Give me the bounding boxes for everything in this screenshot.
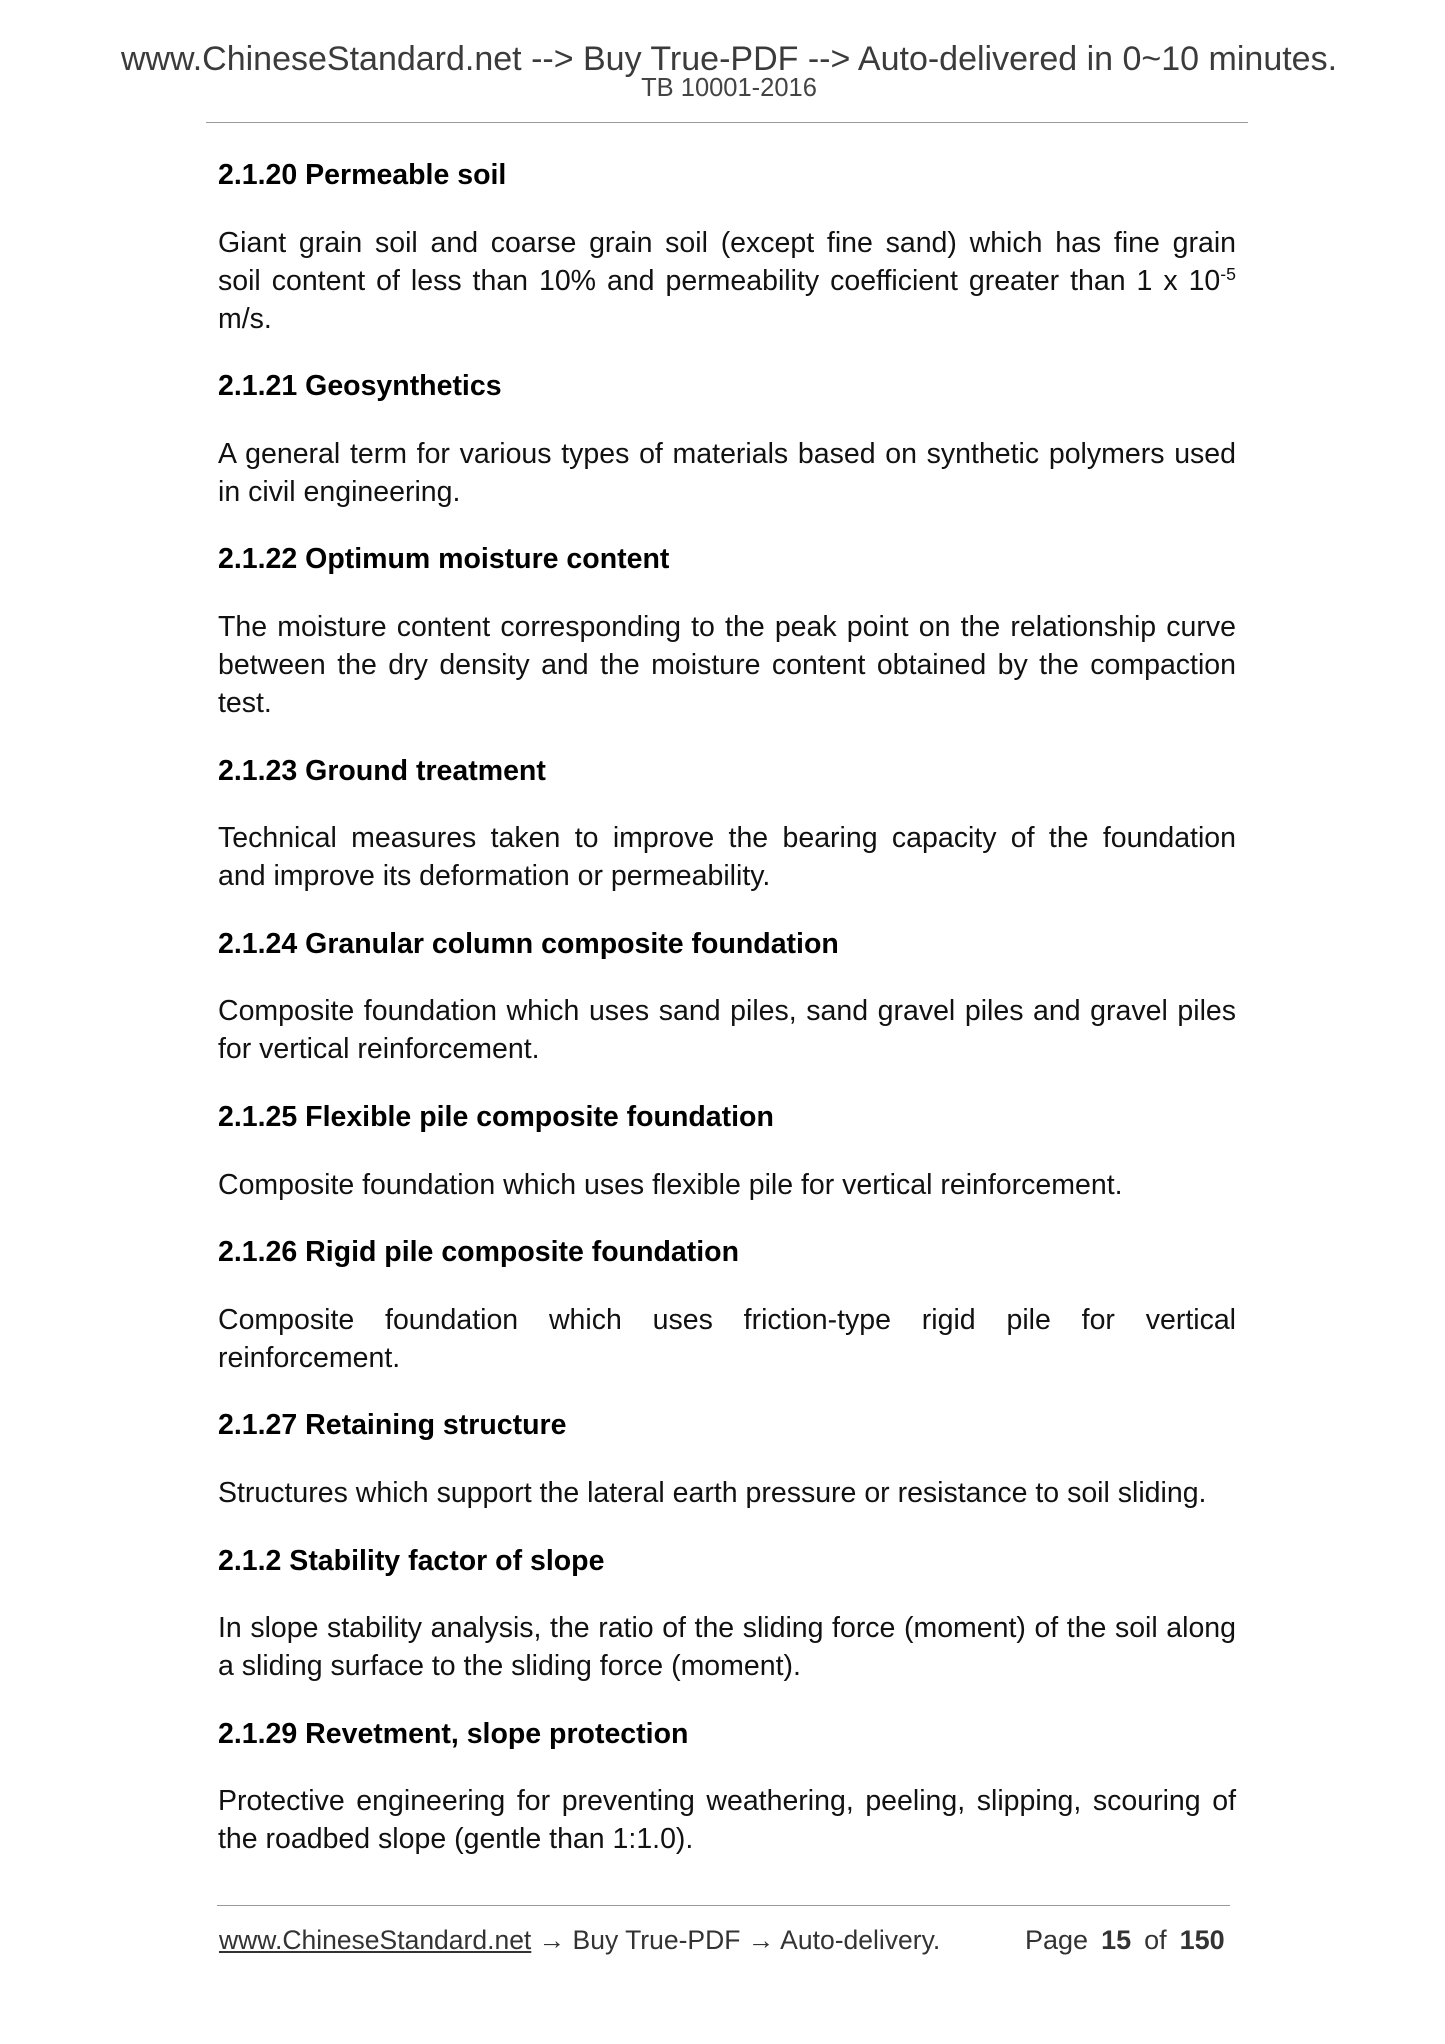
paragraph-line: In slope stability analysis, the ratio of the sliding force (moment) of the soil along [218,1612,1236,1645]
section-2-1-21 [218,367,1236,511]
section-paragraph [218,1166,1236,1204]
section-2-1-23 [218,752,1236,896]
paragraph-line: in civil engineering. [218,475,461,508]
section-2-1-29 [218,1715,1236,1859]
exponent-superscript: -5 [1220,263,1236,284]
section-heading: 2.1.25 Flexible pile composite foundation [218,1100,774,1133]
section-paragraph [218,1782,1236,1858]
paragraph-line: Giant grain soil and coarse grain soil (except fine sand) which has fine grain [218,226,1236,259]
section-paragraph [218,1301,1236,1377]
paragraph-line: Protective engineering for preventing weathering, peeling, slipping, scouring of [218,1785,1236,1818]
section-2-1-25 [218,1098,1236,1204]
section-paragraph [218,992,1236,1068]
section-2-1-27 [218,1406,1236,1512]
section-paragraph [218,224,1236,338]
of-label: of [1144,1925,1167,1955]
paragraph-line: for vertical reinforcement. [218,1033,540,1066]
paragraph-line [218,262,1236,300]
section-2-1-26 [218,1233,1236,1377]
section-heading: 2.1.27 Retaining structure [218,1409,567,1442]
paragraph-line: m/s. [218,302,272,335]
paragraph-line: Technical measures taken to improve the bearing capacity of the foundation [218,822,1236,855]
total-pages: 150 [1179,1925,1225,1955]
section-2-1-2 [218,1542,1236,1686]
section-heading: 2.1.24 Granular column composite foundation [218,927,839,960]
paragraph-line: test. [218,686,272,719]
section-heading: 2.1.2 Stability factor of slope [218,1544,605,1577]
footer-tagline: → Buy True-PDF → Auto-delivery. [538,1925,941,1955]
section-2-1-20 [218,156,1236,338]
paragraph-line: Composite foundation which uses friction-type rigid pile for vertical [218,1303,1236,1336]
section-heading: 2.1.26 Rigid pile composite foundation [218,1236,739,1269]
paragraph-line: a sliding surface to the sliding force (moment). [218,1650,801,1683]
paragraph-line: Structures which support the lateral earth pressure or resistance to soil sliding. [218,1476,1207,1509]
section-paragraph [218,435,1236,511]
paragraph-line: between the dry density and the moisture content obtained by the compaction [218,648,1236,681]
section-paragraph [218,819,1236,895]
section-paragraph [218,1609,1236,1685]
footer-promo [219,1925,940,1955]
section-paragraph [218,1474,1236,1512]
section-paragraph [218,608,1236,722]
document-code: TB 10001-2016 [641,74,817,102]
header-divider [206,122,1248,123]
section-heading: 2.1.23 Ground treatment [218,754,546,787]
paragraph-line: reinforcement. [218,1341,401,1374]
section-heading: 2.1.29 Revetment, slope protection [218,1717,689,1750]
section-heading: 2.1.20 Permeable soil [218,159,507,191]
page-content [218,156,1236,1888]
page-label: Page [1025,1925,1089,1955]
paragraph-line: A general term for various types of materials based on synthetic polymers used [218,437,1236,470]
current-page-number: 15 [1101,1925,1132,1955]
paragraph-line: Composite foundation which uses flexible pile for vertical reinforcement. [218,1168,1123,1201]
paragraph-line: the roadbed slope (gentle than 1:1.0). [218,1823,694,1856]
site-link[interactable]: www.ChineseStandard.net [219,1925,532,1955]
footer-divider [217,1905,1230,1906]
section-2-1-22 [218,540,1236,722]
section-2-1-24 [218,925,1236,1069]
paragraph-line: and improve its deformation or permeability. [218,860,771,893]
page-indicator [1025,1925,1225,1955]
paragraph-line: Composite foundation which uses sand piles, sand gravel piles and gravel piles [218,995,1236,1028]
paragraph-line-text: soil content of less than 10% and permeability coefficient greater than 1 x 10 [218,264,1221,297]
section-heading: 2.1.21 Geosynthetics [218,370,502,403]
header-banner: www.ChineseStandard.net --> Buy True-PDF --> Auto-delivered in 0~10 minutes. [120,40,1338,78]
paragraph-line: The moisture content corresponding to the peak point on the relationship curve [218,610,1236,643]
section-heading: 2.1.22 Optimum moisture content [218,543,670,576]
